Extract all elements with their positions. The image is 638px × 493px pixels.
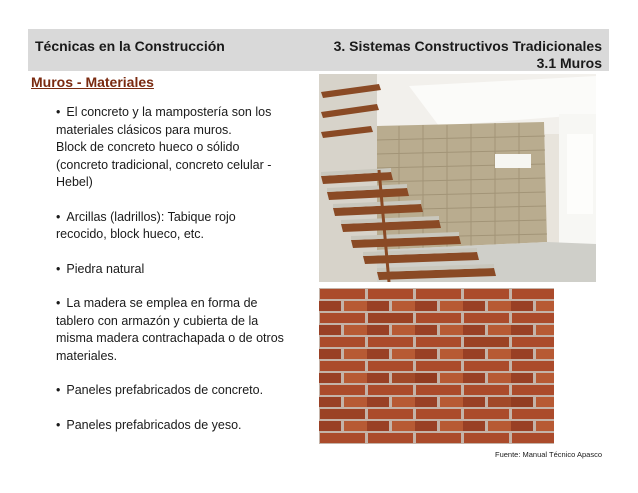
bullet-text: tablero con armazón y cubierta de la: [56, 313, 259, 328]
chapter-line-1: 3. Sistemas Constructivos Tradicionales: [333, 38, 602, 54]
bullet-text: (concreto tradicional, concreto celular -: [56, 157, 272, 172]
chapter-line-2: 3.1 Muros: [536, 55, 602, 71]
bullet-text: materiales clásicos para muros.: [56, 122, 232, 137]
bullet-item: [56, 417, 308, 435]
bullet-text: materiales.: [56, 348, 118, 363]
bullet-line: [56, 122, 308, 140]
bullet-text: Block de concreto hueco o sólido: [56, 140, 240, 154]
bullet-item: [56, 382, 308, 400]
bullet-text: misma madera contrachapada o de otros: [56, 331, 284, 345]
course-title: Técnicas en la Construcción: [35, 38, 225, 54]
section-title: Muros - Materiales: [31, 74, 154, 90]
bullet-line: [56, 313, 308, 331]
bullet-line: [56, 157, 308, 175]
bullet-dot: •: [56, 417, 61, 432]
bullet-line: [56, 261, 308, 279]
bullet-item: [56, 209, 308, 244]
bullet-text: Arcillas (ladrillos): Tabique rojo: [66, 209, 236, 224]
bullet-line: [56, 174, 308, 192]
stairs-block-wall-photo: [319, 74, 596, 282]
bullet-text: Paneles prefabricados de concreto.: [66, 383, 264, 397]
bullet-text: Hebel): [56, 175, 93, 189]
bullet-dot: •: [56, 296, 61, 310]
bullet-line: [56, 139, 308, 157]
bullet-line: [56, 295, 308, 313]
red-brick-wall-photo: [319, 288, 554, 444]
bullet-text: El concreto y la mampostería son los: [66, 105, 272, 119]
bullet-dot: •: [56, 261, 61, 276]
bullet-line: [56, 104, 308, 122]
slide-header: [28, 29, 609, 71]
bullet-item: [56, 261, 308, 279]
bullet-list: [56, 104, 308, 451]
bullet-item: [56, 104, 308, 192]
bullet-line: [56, 209, 308, 227]
bullet-item: [56, 295, 308, 365]
bullet-dot: •: [56, 209, 61, 224]
bullet-text: Paneles prefabricados de yeso.: [66, 417, 242, 432]
bullet-dot: •: [56, 105, 61, 119]
chapter-title: [334, 38, 602, 72]
bullet-dot: •: [56, 383, 61, 397]
bullet-line: [56, 417, 308, 435]
bullet-text: La madera se emplea en forma de: [66, 296, 258, 310]
bullet-line: [56, 382, 308, 400]
bullet-line: [56, 226, 308, 244]
source-citation: Fuente: Manual Técnico Apasco: [494, 450, 602, 459]
bullet-text: Piedra natural: [66, 261, 145, 276]
bullet-line: [56, 330, 308, 348]
bullet-line: [56, 348, 308, 366]
bullet-text: recocido, block hueco, etc.: [56, 227, 204, 241]
